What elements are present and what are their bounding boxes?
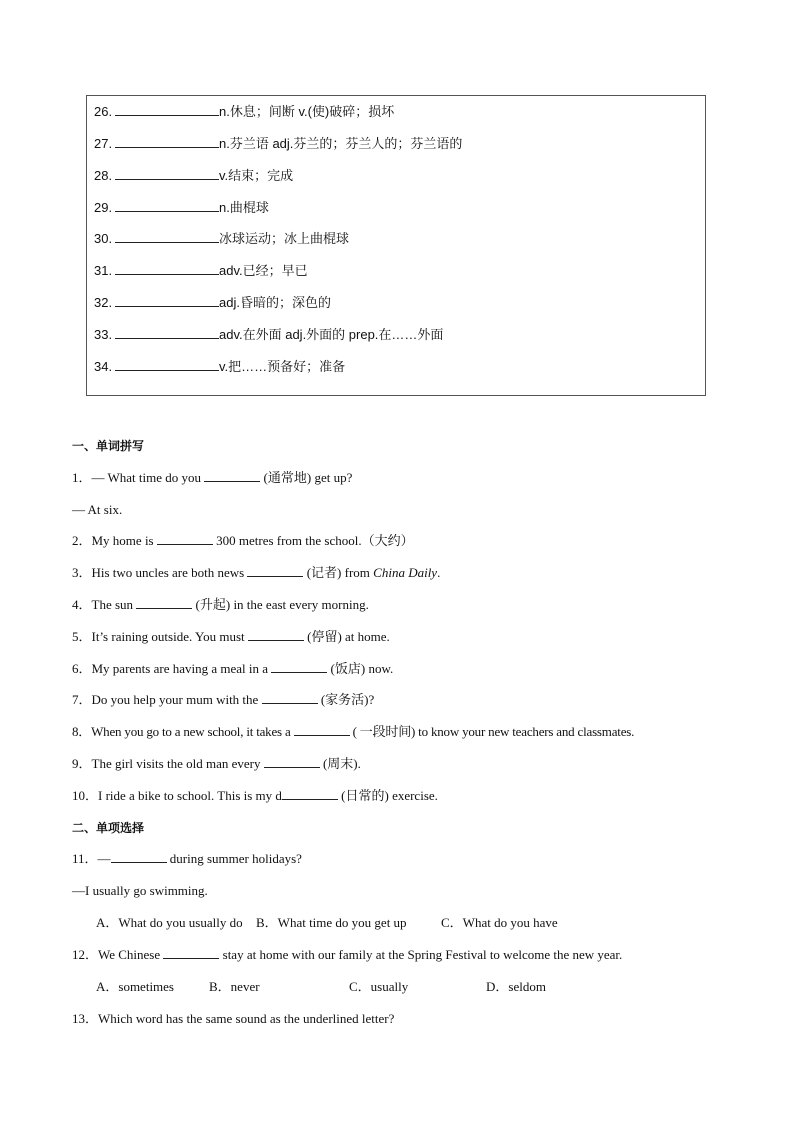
vocab-blank[interactable] <box>115 229 219 243</box>
option-a[interactable]: A．sometimes <box>96 979 174 994</box>
answer-blank[interactable] <box>157 531 213 545</box>
option-c[interactable]: C．usually <box>349 979 409 994</box>
option-b[interactable]: B．What time do you get up <box>256 915 407 930</box>
question-7 <box>72 690 374 710</box>
vocab-item-33 <box>94 325 443 345</box>
vocab-item-29 <box>94 198 269 218</box>
vocab-blank[interactable] <box>115 261 219 275</box>
vocab-blank[interactable] <box>115 357 219 371</box>
question-text: 300 metres from the school.（大约） <box>212 533 414 548</box>
question-text: (周末). <box>319 756 361 771</box>
question-11-answer: —I usually go swimming. <box>72 883 208 898</box>
vocabulary-box <box>86 95 706 396</box>
question-text: (日常的) exercise. <box>337 788 438 803</box>
answer-blank[interactable] <box>262 690 318 704</box>
vocab-number: 32. <box>94 295 113 310</box>
answer-blank[interactable] <box>247 563 303 577</box>
vocab-item-26 <box>94 102 394 122</box>
answer-blank[interactable] <box>294 722 350 736</box>
vocab-number: 26. <box>94 104 113 119</box>
answer-blank[interactable] <box>163 945 219 959</box>
question-text: 12．We Chinese <box>72 947 164 962</box>
question-text: 8．When you go to a new school, it takes a <box>72 724 294 739</box>
question-text: 10．I ride a bike to school. This is my d <box>72 788 282 803</box>
question-13: 13．Which word has the same sound as the underlined letter? <box>72 1011 395 1026</box>
vocab-item-31 <box>94 261 308 281</box>
section-heading-choice: 二、单项选择 <box>72 821 145 835</box>
vocab-number: 29. <box>94 200 113 215</box>
question-text: stay at home with our family at the Spring Festival to welcome the new year. <box>219 947 623 962</box>
question-text: 2．My home is <box>72 533 157 548</box>
vocab-blank[interactable] <box>115 325 219 339</box>
question-text: 9．The girl visits the old man every <box>72 756 264 771</box>
vocab-number: 27. <box>94 136 113 151</box>
question-text: . <box>437 565 441 580</box>
question-text: 3．His two uncles are both news <box>72 565 248 580</box>
answer-blank[interactable] <box>204 468 260 482</box>
vocab-item-30 <box>94 229 349 249</box>
question-text: (饭店) now. <box>327 661 394 676</box>
question-text: (通常地) get up? <box>260 470 353 485</box>
question-text: ( 一段时间) to know your new teachers and classmates. <box>349 724 635 739</box>
question-text: 11．— <box>72 851 111 866</box>
question-text: during summer holidays? <box>166 851 302 866</box>
question-text: 5．It’s raining outside. You must <box>72 629 248 644</box>
option-a[interactable]: A．What do you usually do <box>96 915 243 930</box>
answer-blank[interactable] <box>136 595 192 609</box>
question-11-options <box>0 913 794 933</box>
vocab-definition: n.芬兰语 adj.芬兰的；芬兰人的；芬兰语的 <box>219 136 463 151</box>
vocab-blank[interactable] <box>115 293 219 307</box>
question-2 <box>72 531 414 551</box>
question-5 <box>72 627 390 647</box>
vocab-definition: adv.在外面 adj.外面的 prep.在……外面 <box>219 327 444 342</box>
vocab-number: 28. <box>94 168 113 183</box>
answer-blank[interactable] <box>111 849 167 863</box>
question-12-options <box>0 977 794 997</box>
answer-blank[interactable] <box>271 659 327 673</box>
question-4 <box>72 595 369 615</box>
vocab-blank[interactable] <box>115 198 219 212</box>
vocab-item-32 <box>94 293 331 313</box>
vocab-definition: n.休息；间断 v.(使)破碎；损坏 <box>219 104 395 119</box>
question-11 <box>72 849 302 869</box>
vocab-item-34 <box>94 357 345 377</box>
question-6 <box>72 659 393 679</box>
newspaper-name: China Daily <box>373 565 438 580</box>
question-1 <box>72 468 352 488</box>
question-text: 6．My parents are having a meal in a <box>72 661 272 676</box>
vocab-definition: 冰球运动；冰上曲棍球 <box>219 231 350 246</box>
question-text: 4．The sun <box>72 597 137 612</box>
section-heading-spelling: 一、单词拼写 <box>72 439 145 453</box>
question-text: (记者) from <box>303 565 374 580</box>
question-3 <box>72 563 440 583</box>
question-text: 1．— What time do you <box>72 470 205 485</box>
vocab-item-27 <box>94 134 462 154</box>
question-10 <box>72 786 438 806</box>
vocab-blank[interactable] <box>115 166 219 180</box>
question-8 <box>72 722 634 742</box>
vocab-definition: adj.昏暗的；深色的 <box>219 295 331 310</box>
vocab-blank[interactable] <box>115 134 219 148</box>
vocab-number: 31. <box>94 263 113 278</box>
option-c[interactable]: C．What do you have <box>441 915 558 930</box>
option-d[interactable]: D．seldom <box>486 979 546 994</box>
question-12 <box>72 945 622 965</box>
vocab-number: 33. <box>94 327 113 342</box>
question-text: (升起) in the east every morning. <box>192 597 369 612</box>
vocab-definition: n.曲棍球 <box>219 200 269 215</box>
question-text: (停留) at home. <box>303 629 390 644</box>
answer-blank[interactable] <box>282 786 338 800</box>
question-1-answer: — At six. <box>72 502 123 517</box>
question-text: 7．Do you help your mum with the <box>72 692 262 707</box>
vocab-item-28 <box>94 166 293 186</box>
vocab-number: 30. <box>94 231 113 246</box>
question-9 <box>72 754 361 774</box>
question-text: (家务活)? <box>317 692 375 707</box>
vocab-definition: adv.已经；早已 <box>219 263 308 278</box>
answer-blank[interactable] <box>248 627 304 641</box>
vocab-blank[interactable] <box>115 102 219 116</box>
option-b[interactable]: B．never <box>209 979 260 994</box>
vocab-definition: v.把……预备好；准备 <box>219 359 346 374</box>
vocab-definition: v.结束；完成 <box>219 168 294 183</box>
answer-blank[interactable] <box>264 754 320 768</box>
vocab-number: 34. <box>94 359 113 374</box>
